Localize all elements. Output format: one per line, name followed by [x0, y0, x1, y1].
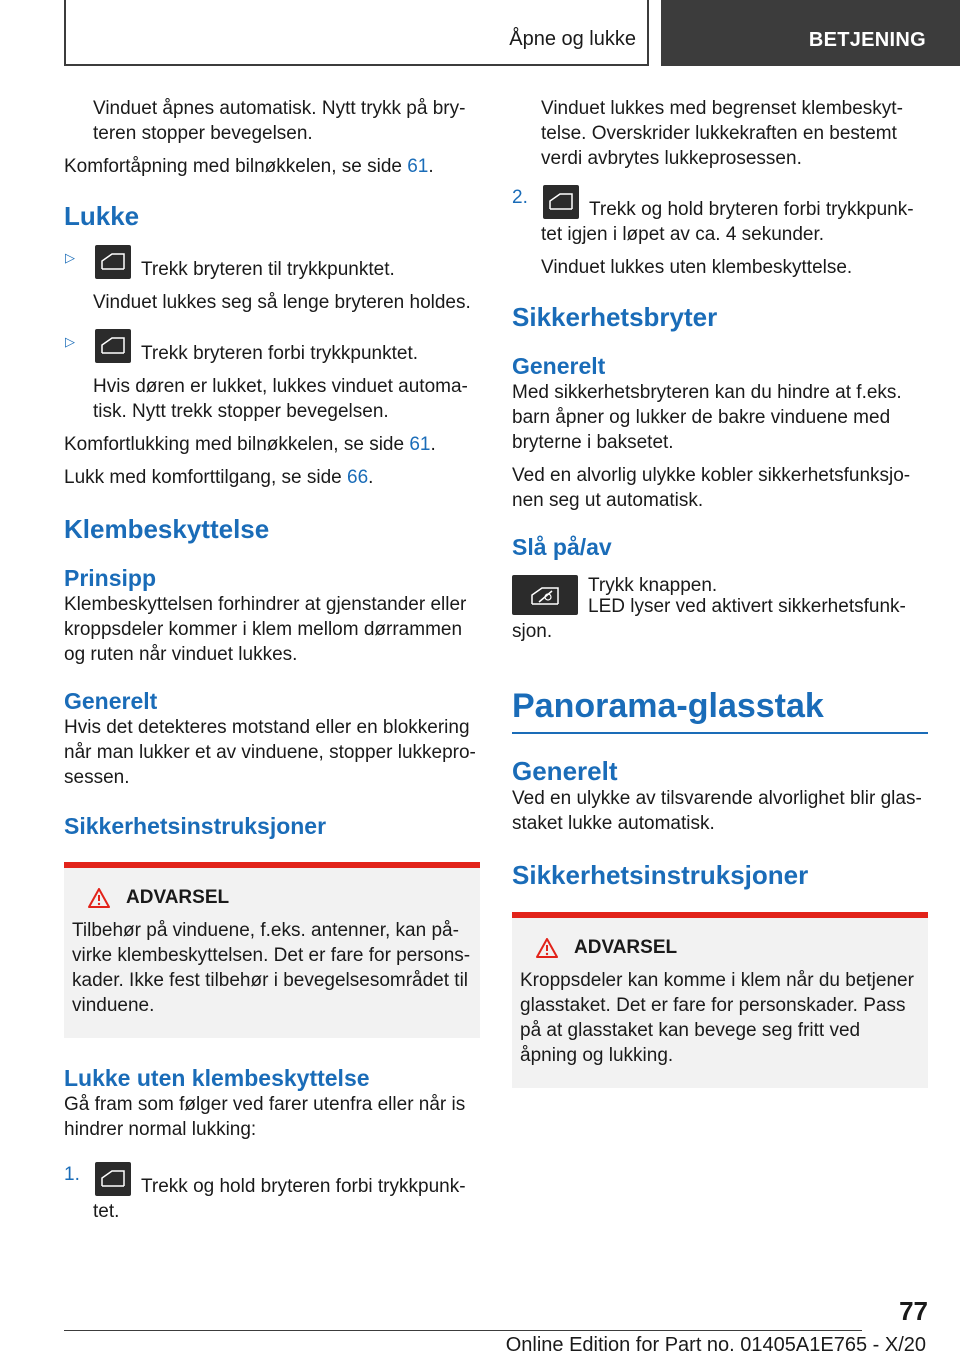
heading-generelt: Generelt [64, 688, 158, 714]
window-switch-icon [95, 1162, 131, 1196]
paragraph-panorama: Ved en ulykke av tilsvarende alvorlighet blir glas-staket lukke automatisk. [512, 788, 922, 834]
warning-title: ADVARSEL [574, 937, 678, 958]
instruction-press: Trykk knappen. [588, 575, 718, 596]
triangle-bullet-icon: ▷ [65, 334, 75, 349]
right-column [512, 96, 928, 1088]
heading-prinsipp: Prinsipp [64, 565, 157, 591]
paragraph-comfort-close: Komfortlukking med bilnøkkelen, se side 61. [64, 434, 436, 455]
list-item-label: Trekk bryteren forbi trykkpunktet. [141, 343, 419, 364]
warning-triangle-icon [536, 938, 558, 958]
paragraph-comfort-open: Komfortåpning med bilnøkkelen, se side 61. [64, 156, 434, 177]
chapter-title: Åpne og lukke [509, 28, 636, 50]
window-switch-icon [95, 245, 131, 279]
warning-triangle-icon [88, 888, 110, 908]
edition-note: Online Edition for Part no. 01405A1E765 - X/20 [505, 1334, 926, 1356]
paragraph-generelt: Hvis det detekteres motstand eller en blokkering når man lukker et av vinduene, stopper lukkepro-sessen. [64, 717, 476, 788]
paragraph-comfort-access: Lukk med komforttilgang, se side 66. [64, 467, 374, 488]
heading-generelt: Generelt [512, 353, 606, 379]
triangle-bullet-icon: ▷ [65, 250, 75, 265]
list-item [64, 245, 480, 315]
page-number: 77 [899, 1296, 928, 1326]
step-detail: Vinduet lukkes uten klembeskyttelse. [541, 257, 853, 278]
numbered-item [64, 1162, 480, 1224]
safety-switch-row [512, 573, 928, 619]
heading-klembeskyttelse: Klembeskyttelse [64, 514, 270, 544]
page-link[interactable]: 61 [407, 156, 429, 177]
step-label: Trekk og hold bryteren forbi trykkpunk-tet igjen i løpet av ca. 4 sekunder. [541, 199, 914, 245]
header-rule [64, 64, 648, 66]
warning-box [512, 912, 928, 1088]
heading-sikkerhetsinstruksjoner: Sikkerhetsinstruksjoner [64, 813, 327, 839]
warning-box [64, 862, 480, 1038]
paragraph-lukke-uten: Gå fram som følger ved farer utenfra eller når is hindrer normal lukking: [64, 1094, 466, 1140]
header-rule-right [647, 0, 649, 66]
list-item-detail: Hvis døren er lukket, lukkes vinduet automa-tisk. Nytt trekk stopper bevegelsen. [93, 376, 468, 422]
heading-sla-pa-av: Slå på/av [512, 534, 612, 560]
window-switch-icon [543, 185, 579, 219]
window-switch-icon [95, 329, 131, 363]
warning-text: Tilbehør på vinduene, f.eks. antenner, kan på-virke klembeskyttelsen. Det er fare for persons-kader. Ikke fest tilbehør i bevegelsesområdet til vinduene. [72, 920, 471, 1016]
list-item-detail: Vinduet lukkes seg så lenge bryteren holdes. [93, 292, 471, 313]
heading-lukke-uten: Lukke uten klembeskyttelse [64, 1065, 370, 1091]
step-number: 2. [512, 187, 528, 208]
child-lock-button-icon [512, 575, 578, 615]
instruction-led-text: LED lyser ved aktivert sikkerhetsfunk-sjon. [512, 596, 906, 642]
list-item-label: Trekk bryteren til trykkpunktet. [141, 259, 395, 280]
section-tab: BETJENING [661, 0, 960, 66]
paragraph: Vinduet lukkes med begrenset klembeskyt-telse. Overskrider lukkekraften en bestemt verdi avbrytes lukkeprosessen. [541, 98, 903, 169]
step-number: 1. [64, 1164, 80, 1185]
warning-text: Kroppsdeler kan komme i klem når du betjener glasstaket. Det er fare for personskader. Pass på at glasstaket kan bevege seg fritt ved åpning og lukking. [520, 970, 914, 1066]
heading-sikkerhetsbryter: Sikkerhetsbryter [512, 302, 718, 332]
heading-lukke: Lukke [64, 201, 140, 231]
paragraph-generelt-1: Med sikkerhetsbryteren kan du hindre at f.eks. barn åpner og lukker de bakre vinduene med bryterne i baksetet. [512, 382, 902, 453]
page-link[interactable]: 61 [409, 434, 431, 455]
page-link[interactable]: 66 [347, 467, 369, 488]
footer-rule [64, 1330, 862, 1331]
heading-sikkerhetsinstruksjoner: Sikkerhetsinstruksjoner [512, 860, 809, 890]
left-column [64, 96, 480, 1224]
paragraph: Vinduet åpnes automatisk. Nytt trykk på bry-teren stopper bevegelsen. [93, 98, 466, 144]
heading-panorama-glasstak: Panorama-glasstak [512, 686, 928, 734]
step-label: Trekk og hold bryteren forbi trykkpunk-tet. [93, 1176, 466, 1222]
warning-title: ADVARSEL [126, 887, 230, 908]
paragraph-generelt-2: Ved en alvorlig ulykke kobler sikkerhetsfunksjo-nen seg ut automatisk. [512, 465, 911, 511]
paragraph-prinsipp: Klembeskyttelsen forhindrer at gjenstander eller kroppsdeler kommer i klem mellom dørrammen og ruten når vinduet lukkes. [64, 594, 467, 665]
numbered-item [512, 185, 928, 280]
list-item [64, 329, 480, 424]
heading-generelt-panorama: Generelt [512, 756, 618, 786]
